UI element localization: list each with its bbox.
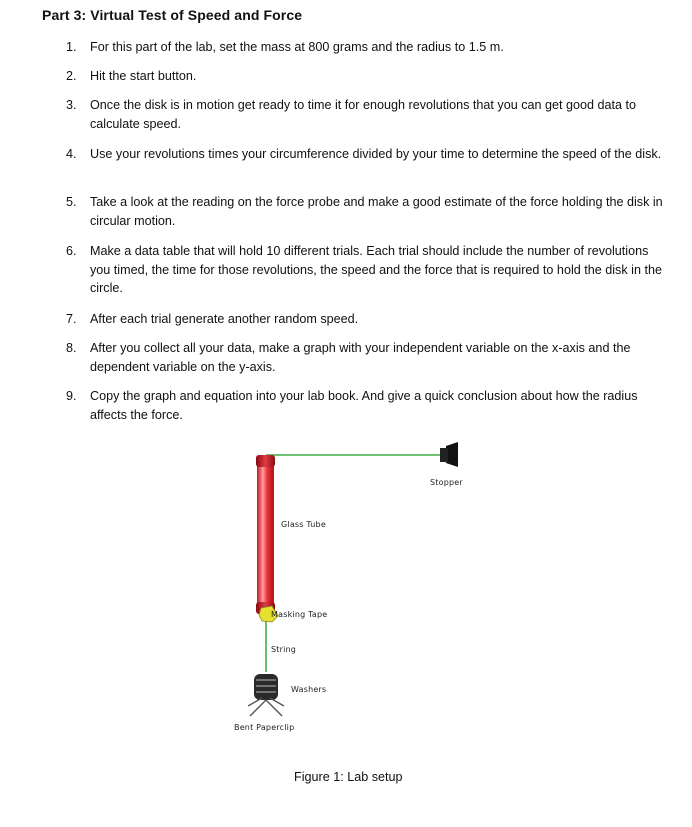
- item-number: 8.: [66, 341, 77, 355]
- glass-tube-icon: [257, 455, 274, 613]
- item-number: 7.: [66, 312, 77, 326]
- bent-paperclip-icon: [248, 698, 284, 716]
- item-text: Take a look at the reading on the force probe and make a good estimate of the force holding the disk in circular motion.: [90, 195, 663, 228]
- item-number: 1.: [66, 40, 77, 54]
- item-number: 9.: [66, 389, 77, 403]
- section-title: Part 3: Virtual Test of Speed and Force: [42, 7, 303, 23]
- item-number: 3.: [66, 98, 77, 112]
- string-label: String: [271, 645, 297, 654]
- glass-tube-top-cap: [256, 455, 275, 467]
- washers-icon: [254, 674, 278, 700]
- masking-tape-label: Masking Tape: [271, 610, 328, 619]
- washers-label: Washers: [291, 685, 327, 694]
- stopper-rim: [440, 448, 448, 462]
- glass-tube-label: Glass Tube: [281, 520, 326, 529]
- figure-caption: Figure 1: Lab setup: [294, 770, 403, 784]
- stopper-label: Stopper: [430, 478, 463, 487]
- item-number: 5.: [66, 195, 77, 209]
- item-text: For this part of the lab, set the mass at 800 grams and the radius to 1.5 m.: [90, 40, 504, 54]
- item-text: After each trial generate another random speed.: [90, 312, 359, 326]
- item-text: Hit the start button.: [90, 69, 197, 83]
- item-text: Use your revolutions times your circumference divided by your time to determine the speed of the disk.: [90, 147, 662, 161]
- item-text: Copy the graph and equation into your lab book. And give a quick conclusion about how the radius affects the force.: [90, 389, 638, 422]
- item-text: After you collect all your data, make a graph with your independent variable on the x-axis and the dependent variable on the y-axis.: [90, 341, 631, 374]
- item-text: Once the disk is in motion get ready to time it for enough revolutions that you can get good data to calculate speed.: [90, 98, 637, 131]
- item-number: 4.: [66, 147, 77, 161]
- item-number: 6.: [66, 244, 77, 258]
- item-number: 2.: [66, 69, 77, 83]
- lab-setup-diagram: [0, 440, 692, 780]
- item-text: Make a data table that will hold 10 different trials. Each trial should include the number of revolutions you timed, the time for those revolutions, the speed and the force that is required to hold the disk in the circle.: [90, 244, 662, 295]
- bent-paperclip-label: Bent Paperclip: [234, 723, 295, 732]
